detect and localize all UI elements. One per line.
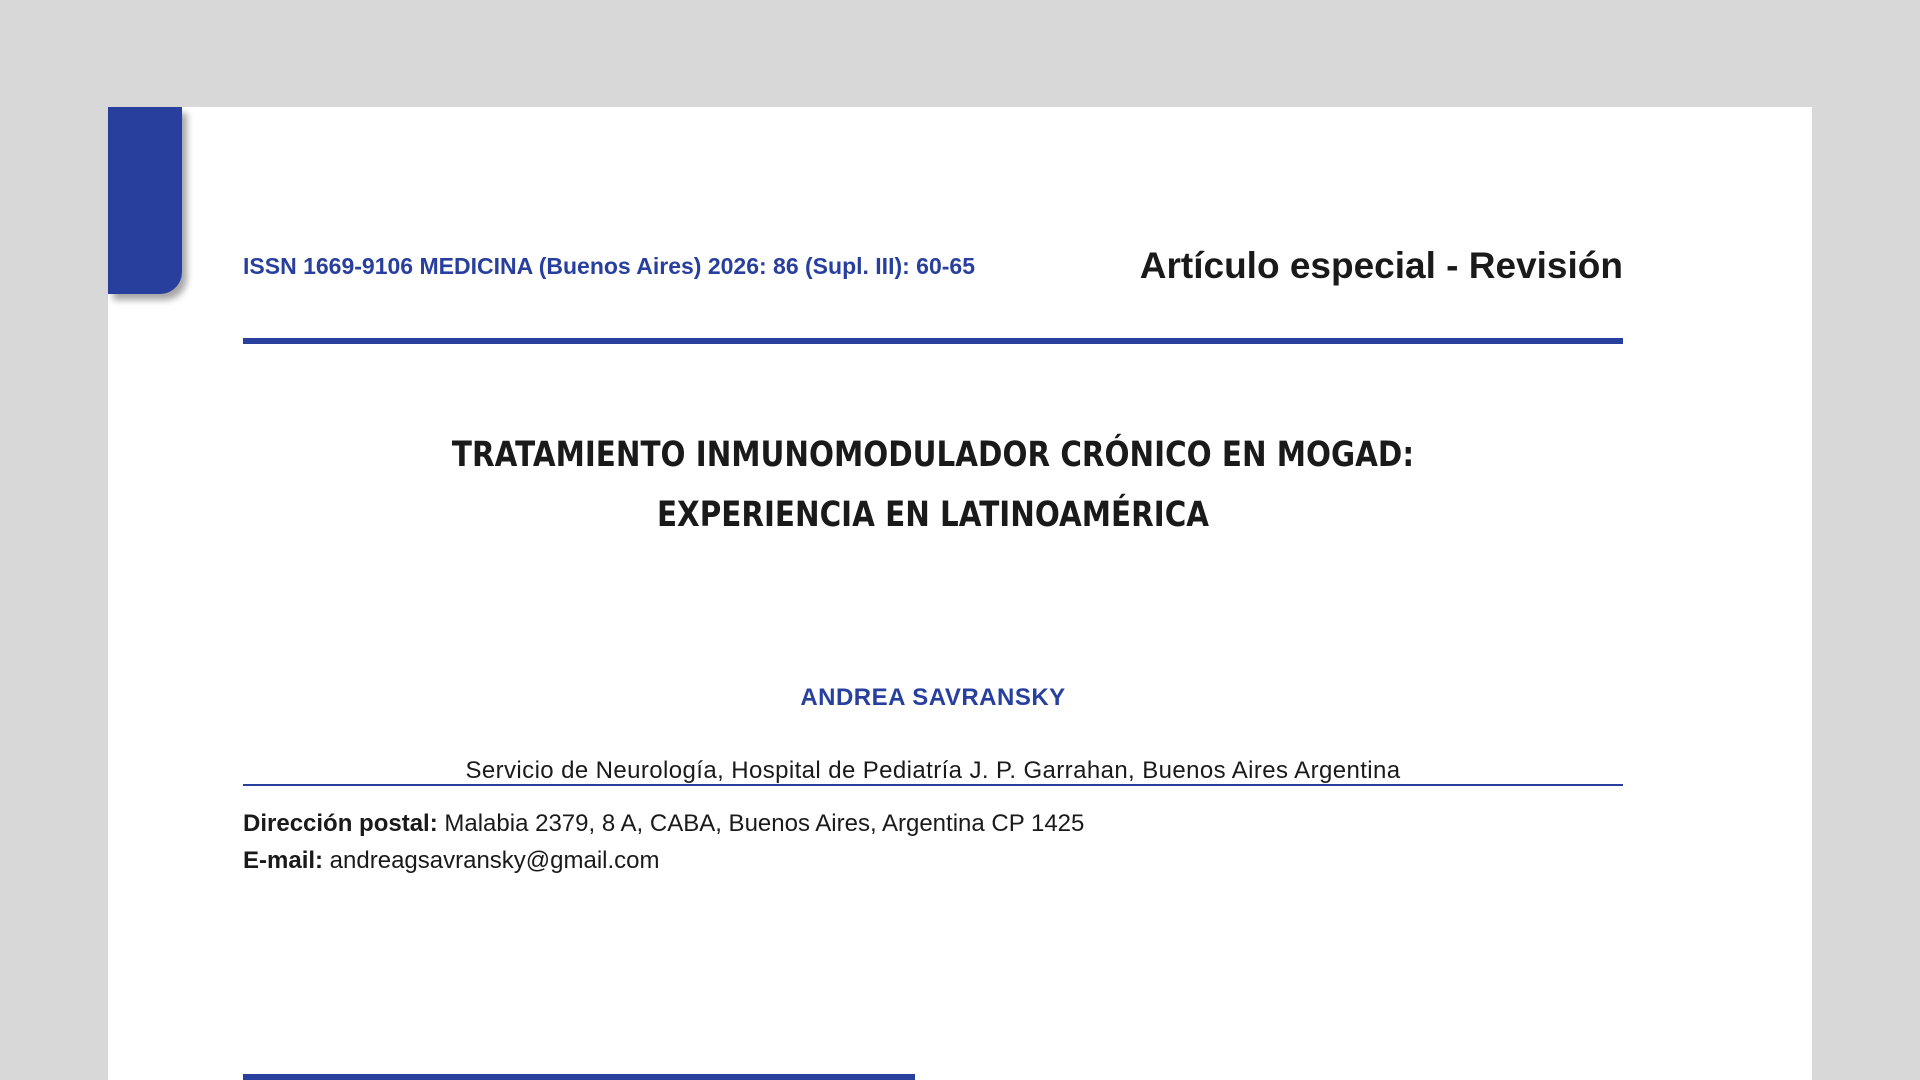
contact-divider: [243, 784, 1623, 786]
corner-tab: [108, 107, 182, 294]
email-row: [243, 842, 1084, 879]
postal-address-row: [243, 805, 1084, 842]
title-line-1: TRATAMIENTO INMUNOMODULADOR CRÓNICO EN MOGAD:: [451, 435, 1415, 475]
header-divider: [243, 338, 1623, 344]
contact-block: [243, 805, 1084, 879]
title-line-2: EXPERIENCIA EN LATINOAMÉRICA: [656, 495, 1210, 535]
bottom-divider: [243, 1074, 915, 1080]
email-label: E-mail:: [243, 847, 324, 874]
section-label: Artículo especial - Revisión: [1139, 245, 1623, 286]
postal-address-label: Dirección postal:: [243, 810, 438, 837]
author-affiliation: Servicio de Neurología, Hospital de Pediatría J. P. Garrahan, Buenos Aires Argentina: [465, 757, 1401, 784]
author-name: ANDREA SAVRANSKY: [800, 684, 1066, 711]
article-title: [353, 425, 1512, 545]
document-page: [108, 107, 1812, 1080]
email-value[interactable]: andreagsavransky@gmail.com: [323, 847, 660, 874]
journal-reference: ISSN 1669-9106 MEDICINA (Buenos Aires) 2026: 86 (Supl. III): 60-65: [243, 253, 975, 279]
postal-address-value: Malabia 2379, 8 A, CABA, Buenos Aires, Argentina CP 1425: [437, 810, 1085, 837]
